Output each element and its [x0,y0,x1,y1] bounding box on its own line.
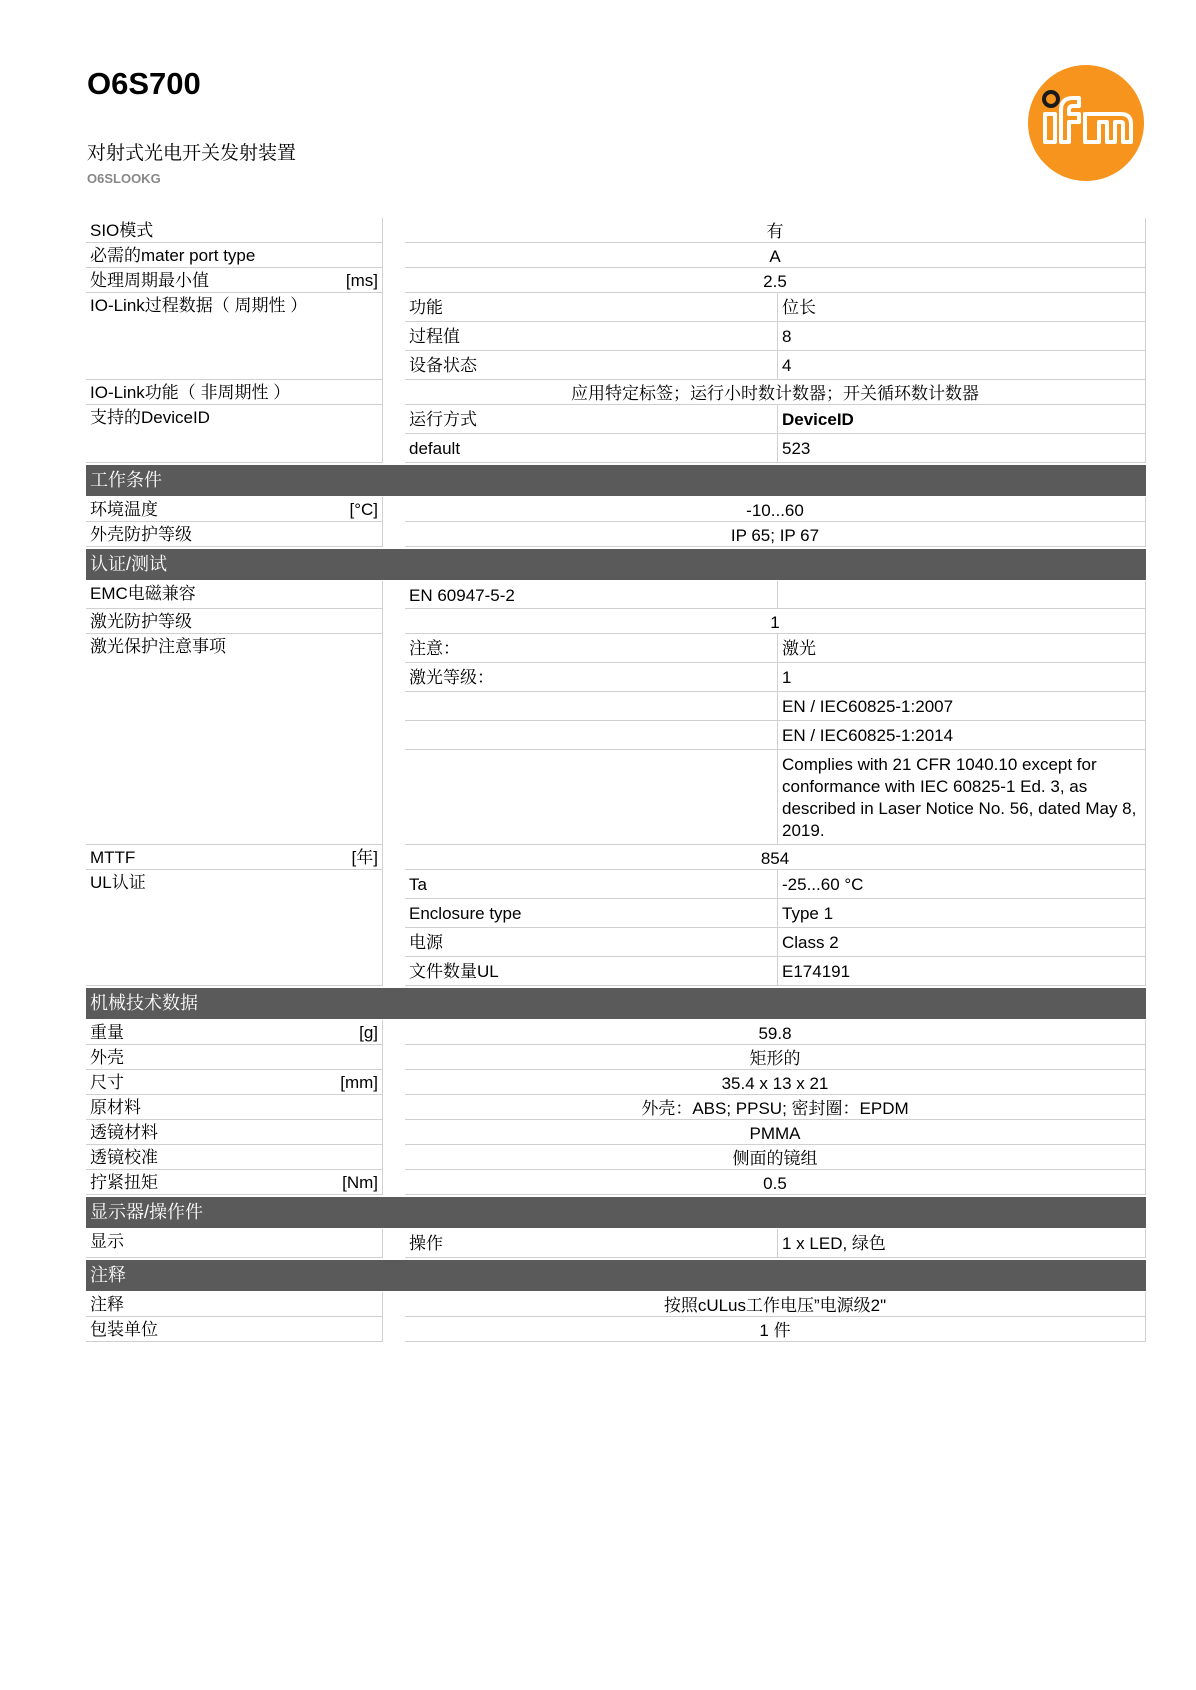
spec-label [86,1292,383,1317]
spec-value: 1 件 [405,1317,1146,1342]
spec-label [86,870,383,986]
spec-label [86,243,383,268]
spec-subkey: EN 60947-5-2 [405,581,778,609]
spec-label-text: 透镜校准 [90,1148,158,1167]
spec-label [86,268,383,293]
spec-subrows [405,1229,1146,1258]
spec-row [86,218,1146,243]
spec-subvalue: 4 [778,351,1146,380]
spec-subvalue: EN / IEC60825-1:2007 [778,692,1146,721]
spec-value: 854 [405,845,1146,870]
spec-label [86,581,383,609]
spec-value: 有 [405,218,1146,243]
section-header: 认证/测试 [86,549,1146,580]
section-header: 显示器/操作件 [86,1197,1146,1228]
spec-label [86,1095,383,1120]
spec-value: A [405,243,1146,268]
spec-subvalue: DeviceID [778,405,1146,434]
spacer [383,581,405,609]
spec-value: 外壳：ABS; PPSU; 密封圈：EPDM [405,1095,1146,1120]
product-code: O6SLOOKG [87,171,161,186]
spec-label [86,293,383,380]
spec-subkey: Enclosure type [405,899,778,928]
spacer [383,218,405,243]
spacer [383,1120,405,1145]
spacer [383,1045,405,1070]
spec-row [86,870,1146,986]
spec-value: IP 65; IP 67 [405,522,1146,547]
spec-row [86,268,1146,293]
spec-label-text: 原材料 [90,1098,141,1117]
spec-value: 0.5 [405,1170,1146,1195]
spec-subkey: 功能 [405,293,778,322]
spec-subvalue: E174191 [778,957,1146,986]
spec-row [86,497,1146,522]
section-header: 工作条件 [86,465,1146,496]
spec-subkey: 文件数量UL [405,957,778,986]
spec-label-text: 尺寸 [90,1073,124,1092]
spec-label [86,497,383,522]
spec-unit: [g] [359,1023,378,1042]
spec-subrow [405,721,1146,750]
spec-subvalue: Complies with 21 CFR 1040.10 except for conformance with IEC 60825-1 Ed. 3, as described in Laser Notice No. 56, dated May 8, 2019. [778,750,1146,845]
spec-row [86,1317,1146,1342]
spec-label [86,522,383,547]
spec-label-text: 注释 [90,1295,124,1314]
spec-value: PMMA [405,1120,1146,1145]
spacer [383,405,405,463]
spec-subrow [405,351,1146,380]
spec-subrows [405,581,1146,609]
spacer [383,1229,405,1258]
spec-label-text: 激光防护等级 [90,612,192,631]
spec-label-text: 外壳 [90,1048,124,1067]
spec-label-text: UL认证 [90,873,146,892]
spec-subvalue: 1 x LED, 绿色 [778,1229,1146,1258]
spec-subrows [405,405,1146,463]
spec-value: 矩形的 [405,1045,1146,1070]
spec-row [86,1120,1146,1145]
spec-label-text: 重量 [90,1023,124,1042]
spec-subkey: 运行方式 [405,405,778,434]
spec-subrow [405,293,1146,322]
spec-label [86,1070,383,1095]
spec-subrow [405,322,1146,351]
spacer [383,243,405,268]
spec-label [86,405,383,463]
spec-value: 2.5 [405,268,1146,293]
spacer [383,268,405,293]
spec-value: 35.4 x 13 x 21 [405,1070,1146,1095]
spacer [383,293,405,380]
spec-value: 应用特定标签；运行小时数计数器；开关循环数计数器 [405,380,1146,405]
spec-subvalue: Class 2 [778,928,1146,957]
spec-row [86,1145,1146,1170]
spec-row [86,609,1146,634]
spec-subkey: Ta [405,870,778,899]
spec-subkey: 注意： [405,634,778,663]
spec-subrow [405,581,1146,609]
spec-unit: [年] [351,848,378,867]
spec-row [86,1229,1146,1258]
spec-row [86,522,1146,547]
spec-value: 侧面的镜组 [405,1145,1146,1170]
spacer [383,522,405,547]
spec-label [86,1170,383,1195]
section-header: 注释 [86,1260,1146,1291]
spec-subvalue: EN / IEC60825-1:2014 [778,721,1146,750]
spec-subvalue: Type 1 [778,899,1146,928]
spec-row [86,634,1146,845]
spec-label [86,1145,383,1170]
spec-label-text: 显示 [90,1232,124,1251]
spec-subrow [405,899,1146,928]
spec-label [86,1120,383,1145]
spec-label [86,1020,383,1045]
page-title: O6S700 [87,66,201,101]
spec-row [86,293,1146,380]
spec-subrow [405,750,1146,845]
spec-subkey: 操作 [405,1229,778,1258]
spec-subrow [405,663,1146,692]
spec-row [86,1020,1146,1045]
ifm-logo [1027,64,1145,182]
spacer [383,609,405,634]
spec-label-text: 包装单位 [90,1320,158,1339]
spec-label-text: SIO模式 [90,221,154,240]
spec-label-text: 激光保护注意事项 [90,637,226,656]
spec-label [86,1317,383,1342]
spec-row [86,405,1146,463]
spec-subvalue: -25...60 °C [778,870,1146,899]
spec-subkey: default [405,434,778,463]
spec-label [86,845,383,870]
spacer [383,1145,405,1170]
spec-label-text: MTTF [90,848,136,867]
spec-unit: [mm] [340,1073,378,1092]
spec-subvalue: 激光 [778,634,1146,663]
spacer [383,1070,405,1095]
spec-subkey: 激光等级： [405,663,778,692]
spec-label [86,1045,383,1070]
spec-subrows [405,634,1146,845]
spec-label-text: 透镜材料 [90,1123,158,1142]
spec-subkey [405,692,778,721]
spec-subrows [405,293,1146,380]
spec-row [86,1070,1146,1095]
spec-row [86,243,1146,268]
spec-label [86,634,383,845]
spacer [383,1095,405,1120]
spec-label-text: IO-Link过程数据（ 周期性 ） [90,296,308,315]
spec-value: 59.8 [405,1020,1146,1045]
spec-subrow [405,928,1146,957]
spec-subvalue: 523 [778,434,1146,463]
spec-row [86,380,1146,405]
spec-subrow [405,634,1146,663]
spacer [383,1020,405,1045]
spec-value: -10...60 [405,497,1146,522]
spec-row [86,1045,1146,1070]
spec-label-text: 外壳防护等级 [90,525,192,544]
spec-label-text: 拧紧扭矩 [90,1173,158,1192]
spec-label [86,380,383,405]
spacer [383,1292,405,1317]
spec-row [86,1095,1146,1120]
spec-subvalue: 1 [778,663,1146,692]
spec-label [86,1229,383,1258]
product-description: 对射式光电开关发射装置 [87,143,297,164]
spec-row [86,581,1146,609]
spec-subrow [405,405,1146,434]
spec-subvalue [778,581,1146,609]
spec-label-text: IO-Link功能（ 非周期性 ） [90,383,291,402]
spec-unit: [ms] [345,271,378,290]
spec-subkey [405,721,778,750]
spec-subrow [405,1229,1146,1258]
spec-subrows [405,870,1146,986]
spec-value: 1 [405,609,1146,634]
spacer [383,497,405,522]
spec-row [86,845,1146,870]
spec-sheet [86,218,1146,1342]
section-header: 机械技术数据 [86,988,1146,1019]
spec-subvalue: 位长 [778,293,1146,322]
spec-subrow [405,870,1146,899]
spacer [383,1170,405,1195]
spacer [383,634,405,845]
spec-subkey: 设备状态 [405,351,778,380]
spec-subkey [405,750,778,845]
spec-row [86,1170,1146,1195]
spec-row [86,1292,1146,1317]
spec-label-text: EMC电磁兼容 [90,584,196,603]
spec-label [86,218,383,243]
spec-label-text: 支持的DeviceID [90,408,210,427]
spec-subrow [405,692,1146,721]
spec-value: 按照cULus工作电压”电源级2" [405,1292,1146,1317]
spec-subkey: 过程值 [405,322,778,351]
spec-subrow [405,957,1146,986]
spec-subrow [405,434,1146,463]
spec-unit: [Nm] [342,1173,378,1192]
spec-unit: [°C] [349,500,378,519]
spec-label-text: 必需的mater port type [90,246,256,265]
spacer [383,380,405,405]
spec-subvalue: 8 [778,322,1146,351]
spec-subkey: 电源 [405,928,778,957]
spec-label-text: 处理周期最小值 [90,271,209,290]
spacer [383,1317,405,1342]
spec-label-text: 环境温度 [90,500,158,519]
spacer [383,870,405,986]
spec-label [86,609,383,634]
spacer [383,845,405,870]
